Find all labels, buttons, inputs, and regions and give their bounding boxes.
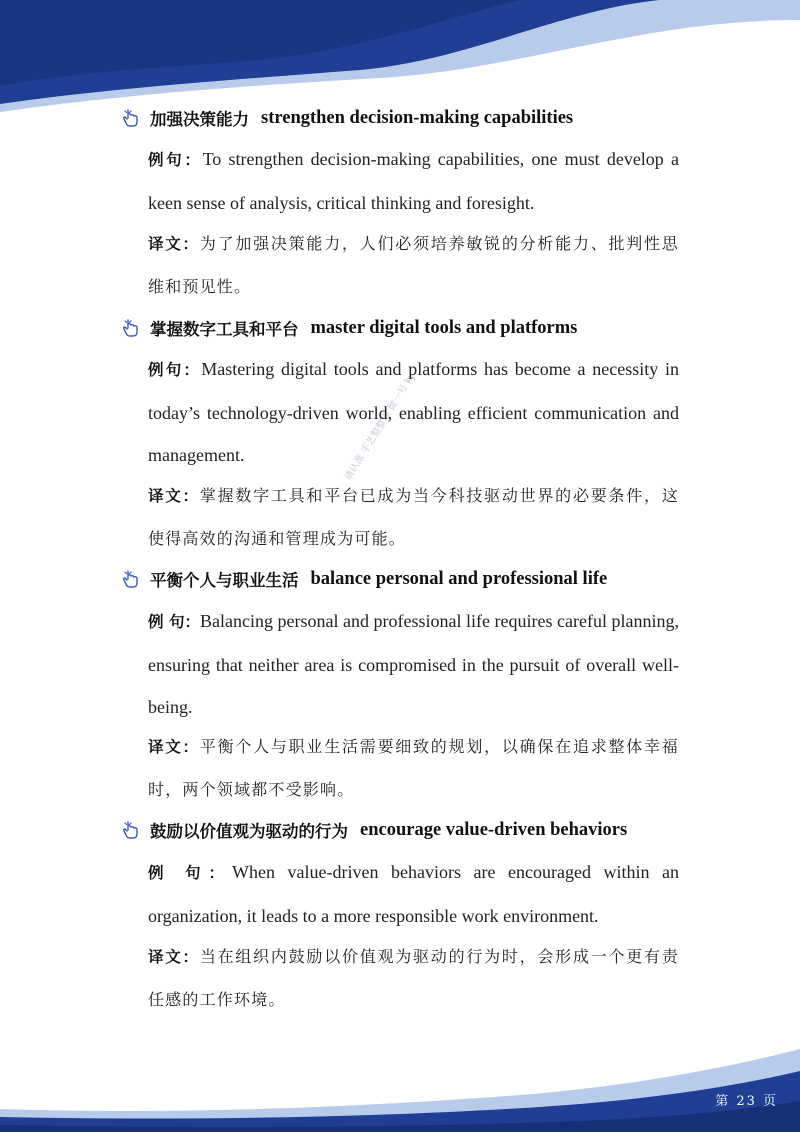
example-label: 例 句： <box>148 864 232 882</box>
entry-heading <box>122 816 627 844</box>
page-number: 第 23 页 <box>715 1094 778 1109</box>
pointing-hand-icon <box>122 108 142 128</box>
example-text: Balancing personal and professional life requires careful planning, ensuring that neither area is compromised in the pursuit of overall well-being. <box>148 611 679 717</box>
example-sentence <box>148 851 679 937</box>
entry-heading <box>122 314 577 342</box>
translation-text: 当在组织内鼓励以价值观为驱动的行为时，会形成一个更有责任感的工作环境。 <box>148 947 679 1009</box>
heading-english: strengthen decision-making capabilities <box>261 107 574 128</box>
translation <box>148 936 679 1021</box>
heading-english: balance personal and professional life <box>310 568 608 589</box>
example-text: To strengthen decision-making capabilities, one must develop a keen sense of analysis, critical thinking and foresight. <box>148 149 679 213</box>
translation <box>148 475 679 560</box>
example-sentence <box>148 600 679 729</box>
example-label: 例 句： <box>148 613 200 631</box>
translation <box>148 223 679 308</box>
entry-heading <box>122 104 573 132</box>
heading-chinese: 鼓励以价值观为驱动的行为 <box>150 822 348 841</box>
translation-label: 译文： <box>148 948 200 966</box>
example-label: 例句： <box>148 151 203 169</box>
heading-chinese: 加强决策能力 <box>150 110 249 129</box>
heading-english: master digital tools and platforms <box>310 317 578 338</box>
translation-label: 译文： <box>148 738 200 756</box>
heading-chinese: 掌握数字工具和平台 <box>150 320 299 339</box>
pointing-hand-icon <box>122 318 142 338</box>
heading-english: encourage value-driven behaviors <box>360 819 628 840</box>
pointing-hand-icon <box>122 569 142 589</box>
example-text: When value-driven behaviors are encouraged within an organization, it leads to a more responsible work environment. <box>148 862 679 926</box>
watermark: 请认准 手艺整整理 微一号 ky <box>342 371 418 483</box>
example-text: Mastering digital tools and platforms has become a necessity in today’s technology-driven world, enabling efficient communication and management. <box>148 359 679 465</box>
entry-heading <box>122 565 607 593</box>
example-label: 例句： <box>148 361 202 379</box>
translation-label: 译文： <box>148 235 200 253</box>
translation-text: 为了加强决策能力，人们必须培养敏锐的分析能力、批判性思维和预见性。 <box>148 234 679 296</box>
translation-label: 译文： <box>148 487 200 505</box>
footer-wave-decoration <box>0 1037 800 1132</box>
translation-text: 掌握数字工具和平台已成为当今科技驱动世界的必要条件，这使得高效的沟通和管理成为可能。 <box>148 486 679 548</box>
pointing-hand-icon <box>122 820 142 840</box>
translation <box>148 726 679 811</box>
heading-chinese: 平衡个人与职业生活 <box>150 571 299 590</box>
example-sentence <box>148 138 679 224</box>
translation-text: 平衡个人与职业生活需要细致的规划，以确保在追求整体幸福时，两个领域都不受影响。 <box>148 737 679 799</box>
example-sentence <box>148 348 679 477</box>
